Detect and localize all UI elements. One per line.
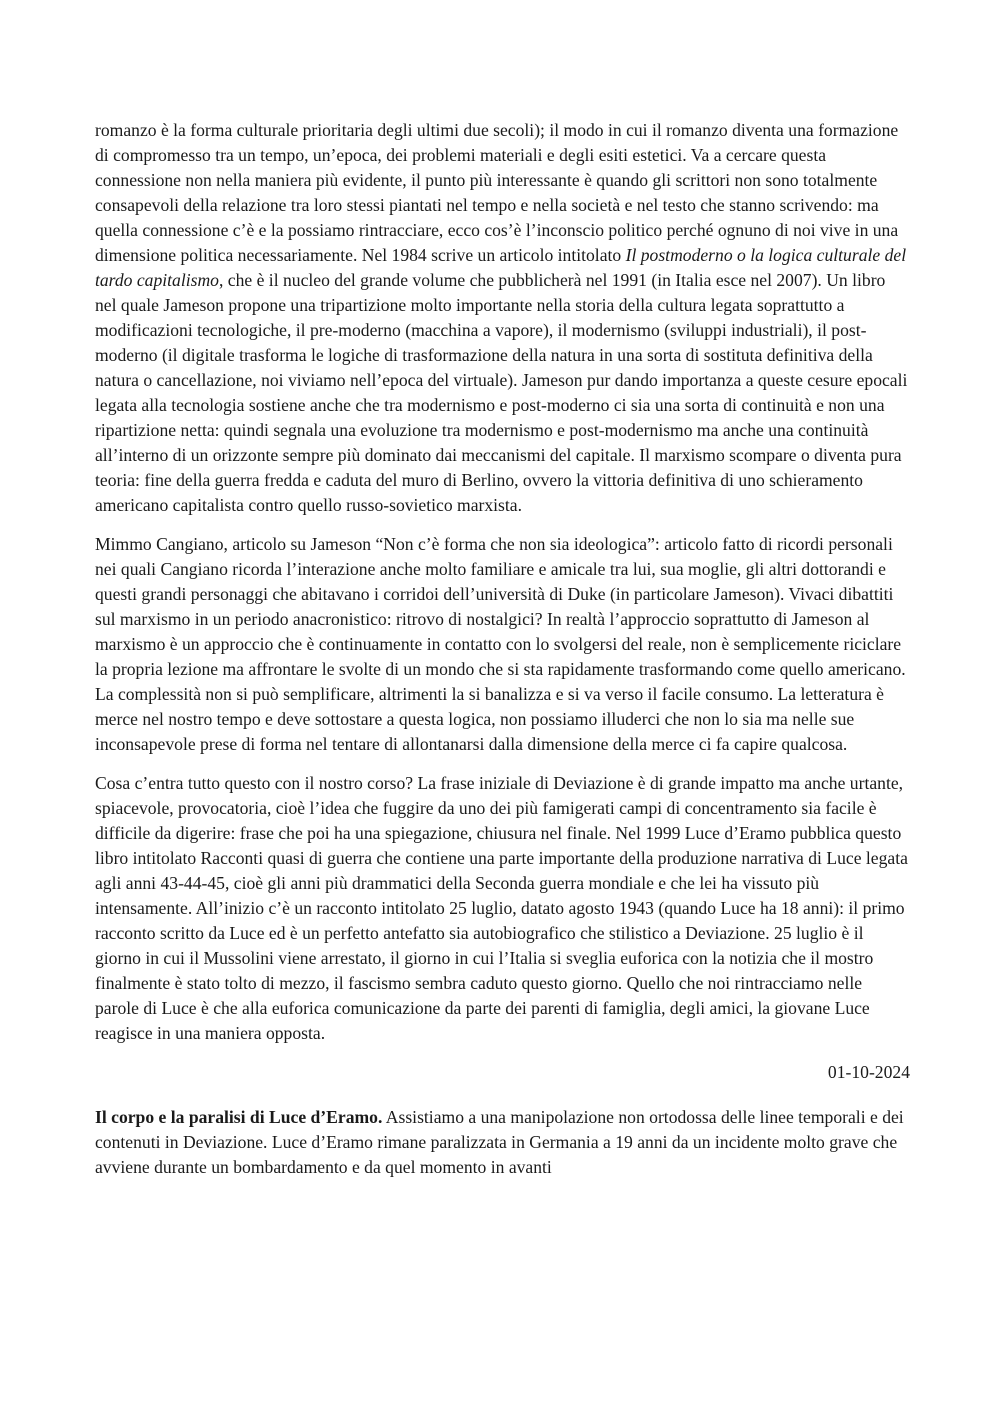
paragraph-text: , che è il nucleo del grande volume che pubblicherà nel 1991 (in Italia esce nel 2007). Un libro nel quale Jameson propone una tripartizione molto importante nella storia della cultura legata soprattutto a modificazioni tecnologiche, il pre-moderno (macchina a vapore), il modernismo (sviluppi industriali), il post-moderno (il digitale trasforma le logiche di trasformazione della natura in una sorta di sostituta definitiva della natura o cancellazione, noi viviamo nell’epoca del virtuale). Jameson pur dando importanza a queste cesure epocali legata alla tecnologia sostiene anche che tra modernismo e post-moderno ci sia una sorta di continuità e non una ripartizione netta: quindi segnala una evoluzione tra modernismo e post-modernismo ma anche una continuità all’interno di un orizzonte sempre più dominato dai meccanismi del capitale. Il marxismo scompare o diventa pura teoria: fine della guerra fredda e caduta del muro di Berlino, ovvero la vittoria definitiva di uno schieramento americano capitalista contro quello russo-sovietico marxista. — [95, 270, 908, 515]
book-title-italic: Il postmoderno o la logica culturale del tardo capitalismo — [95, 245, 907, 290]
section-heading: Il corpo e la paralisi di Luce d’Eramo. — [95, 1107, 383, 1127]
paragraph-cangiano: Mimmo Cangiano, articolo su Jameson “Non c’è forma che non sia ideologica”: articolo fatto di ricordi personali nei quali Cangiano ricorda l’interazione anche molto familiare e amicale tra lui, sua moglie, gli altri dottorandi e questi grandi personaggi che abitavano i corridoi dell’università di Duke (in particolare Jameson). Vivaci dibattiti sul marxismo in un periodo anacronistico: ritrovo di nostalgici? In realtà l’approccio soprattutto di Jameson al marxismo è un approccio che è continuamente in contatto con lo svolgersi del reale, non è semplicemente riciclare la propria lezione ma affrontare le svolte di un mondo che si sta rapidamente trasformando come quello americano. La complessità non si può semplificare, altrimenti la si banalizza e si va verso il facile consumo. La letteratura è merce nel nostro tempo e deve sottostare a questa logica, non possiamo illuderci che non lo sia ma nelle sue inconsapevole prese di forma nel tentare di allontanarsi dalla dimensione della merce ci fa capire qualcosa. — [95, 534, 906, 754]
paragraph-text: romanzo è la forma culturale prioritaria degli ultimi due secoli); il modo in cui il romanzo diventa una formazione di compromesso tra un tempo, un’epoca, dei problemi materiali e degli esiti estetici. Va a cercare questa connessione non nella maniera più evidente, il punto più interessante è quando gli scrittori non sono totalmente consapevoli della relazione tra loro stessi piantati nel tempo e nella società e nel testo che stanno scrivendo: ma quella connessione c’è e la possiamo rintracciare, ecco cos’è l’inconscio politico perché ognuno di noi vive in una dimensione politica necessariamente. Nel 1984 scrive un articolo intitolato — [95, 120, 899, 265]
date-label: 01-10-2024 — [827, 1062, 910, 1082]
paragraph-jameson-postmodern — [95, 118, 910, 518]
document-page — [95, 118, 910, 1194]
paragraph-text: Assistiamo a una manipolazione non ortodossa delle linee temporali e dei contenuti in Deviazione. Luce d’Eramo rimane paralizzata in Germania a 19 anni da un incidente molto grave che avviene durante un bombardamento e da quel momento in avanti — [95, 1107, 904, 1177]
paragraph-corpo-paralisi — [95, 1105, 910, 1180]
paragraph-deviazione: Cosa c’entra tutto questo con il nostro corso? La frase iniziale di Deviazione è di grande impatto ma anche urtante, spiacevole, provocatoria, cioè l’idea che fuggire da uno dei più famigerati campi di concentramento sia facile è difficile da digerire: frase che poi ha una spiegazione, chiusura nel finale. Nel 1999 Luce d’Eramo pubblica questo libro intitolato Racconti quasi di guerra che contiene una parte importante della produzione narrativa di Luce legata agli anni 43-44-45, cioè gli anni più drammatici della Seconda guerra mondiale e che lei ha vissuto più intensamente. All’inizio c’è un racconto intitolato 25 luglio, datato agosto 1943 (quando Luce ha 18 anni): il primo racconto scritto da Luce ed è un perfetto antefatto sia autobiografico che stilistico a Deviazione. 25 luglio è il giorno in cui il Mussolini viene arrestato, il giorno in cui l’Italia si sveglia euforica con la notizia che il mostro finalmente è stato tolto di mezzo, il fascismo sembra caduto questo giorno. Quello che noi rintracciamo nelle parole di Luce è che alla euforica comunicazione da parte dei parenti di famiglia, degli amici, la giovane Luce reagisce in una maniera opposta. — [95, 773, 908, 1043]
